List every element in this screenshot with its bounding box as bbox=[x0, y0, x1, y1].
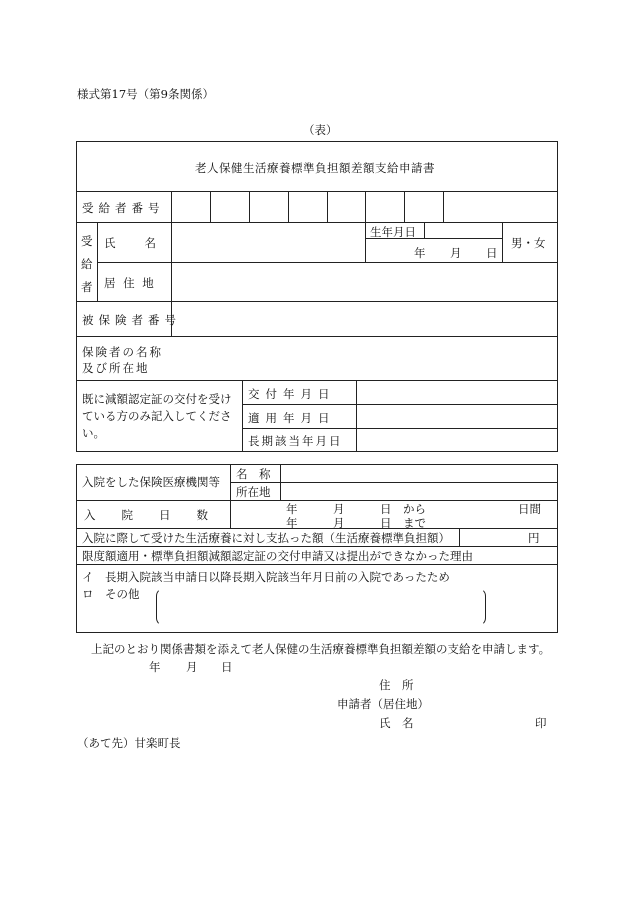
seal-mark: 印 bbox=[535, 716, 547, 730]
date-day: 日 bbox=[221, 660, 233, 674]
recipient-group-char-2: 給 bbox=[81, 257, 93, 271]
name-field[interactable] bbox=[172, 223, 364, 261]
insurer-label-line1: 保険者の名称 bbox=[82, 345, 163, 359]
period-to-suffix: まで bbox=[403, 516, 426, 530]
address-field[interactable] bbox=[172, 263, 557, 300]
cert-apply-date-label: 適用年月日 bbox=[248, 411, 336, 425]
side-label: （表） bbox=[303, 123, 338, 137]
insurer-field[interactable] bbox=[172, 337, 557, 379]
cert-apply-date-field[interactable] bbox=[357, 405, 557, 427]
sex-label[interactable]: 男・女 bbox=[511, 236, 546, 250]
declaration: 上記のとおり関係書類を添えて老人保健の生活療養標準負担額差額の支給を申請します。 bbox=[91, 642, 551, 656]
address-label: 居 住 地 bbox=[104, 276, 156, 290]
reason-other-field[interactable] bbox=[156, 588, 486, 626]
period-label: 入 院 日 数 bbox=[84, 508, 209, 522]
form-title: 老人保健生活療養標準負担額差額支給申請書 bbox=[195, 161, 435, 175]
form-number: 様式第17号（第9条関係） bbox=[77, 87, 214, 101]
period-to-year: 年 bbox=[286, 516, 298, 530]
cert-issue-date-field[interactable] bbox=[357, 381, 557, 403]
insured-number-field[interactable] bbox=[172, 302, 557, 335]
birthdate-day: 日 bbox=[486, 246, 498, 260]
applicant-address-label: 住 所 bbox=[379, 678, 414, 692]
name-label: 氏 名 bbox=[104, 236, 158, 250]
period-to-day: 日 bbox=[380, 516, 392, 530]
paid-unit: 円 bbox=[528, 531, 540, 545]
recipient-number-label: 受給者番号 bbox=[82, 201, 165, 215]
insured-number-label: 被保険者番号 bbox=[82, 313, 181, 327]
applicant-name-label: 氏 名 bbox=[379, 716, 414, 730]
period-from-day: 日 bbox=[380, 502, 392, 516]
period-from-suffix: から bbox=[403, 502, 426, 516]
period-from-year: 年 bbox=[286, 502, 298, 516]
date-year: 年 bbox=[149, 660, 161, 674]
recipient-number-digits[interactable] bbox=[172, 192, 557, 221]
recipient-group-char-1: 受 bbox=[81, 234, 93, 248]
birthdate-year: 年 bbox=[414, 246, 426, 260]
recipient-group-char-3: 者 bbox=[81, 280, 93, 294]
insurer-label-line2: 及び所在地 bbox=[82, 361, 150, 375]
cert-note-line1: 既に減額認定証の交付を受け bbox=[82, 392, 232, 406]
hospital-name-label: 名 称 bbox=[236, 467, 271, 481]
addressee: （あて先）甘楽町長 bbox=[77, 736, 181, 750]
cert-note-line2: ている方のみ記入してくださ bbox=[82, 409, 232, 423]
birthdate-label: 生年月日 bbox=[370, 225, 416, 239]
reason-option-a[interactable]: イ 長期入院該当申請日以降長期入院該当年月日前の入院であったため bbox=[82, 570, 450, 584]
cert-note-line3: い。 bbox=[82, 426, 105, 440]
paid-amount-field[interactable] bbox=[460, 529, 557, 545]
cert-long-term-date-field[interactable] bbox=[357, 429, 557, 451]
hospital-address-field[interactable] bbox=[281, 483, 557, 499]
birthdate-month: 月 bbox=[450, 246, 462, 260]
period-from-month: 月 bbox=[333, 502, 345, 516]
hospital-address-label: 所在地 bbox=[236, 485, 271, 499]
hospital-label: 入院をした保険医療機関等 bbox=[82, 475, 220, 489]
date-month: 月 bbox=[186, 660, 198, 674]
reason-label: 限度額適用・標準負担額減額認定証の交付申請又は提出ができなかった理由 bbox=[82, 549, 473, 563]
cert-issue-date-label: 交付年月日 bbox=[248, 387, 336, 401]
cert-long-term-date-label: 長期該当年月日 bbox=[248, 434, 343, 448]
paid-label: 入院に際して受けた生活療養に対し支払った額（生活療養標準負担額） bbox=[82, 531, 450, 545]
applicant-label: 申請者（居住地） bbox=[337, 697, 429, 711]
hospital-name-field[interactable] bbox=[281, 465, 557, 481]
period-to-month: 月 bbox=[333, 516, 345, 530]
reason-option-b[interactable]: ロ その他 bbox=[82, 587, 140, 601]
period-days-unit: 日間 bbox=[518, 502, 541, 516]
